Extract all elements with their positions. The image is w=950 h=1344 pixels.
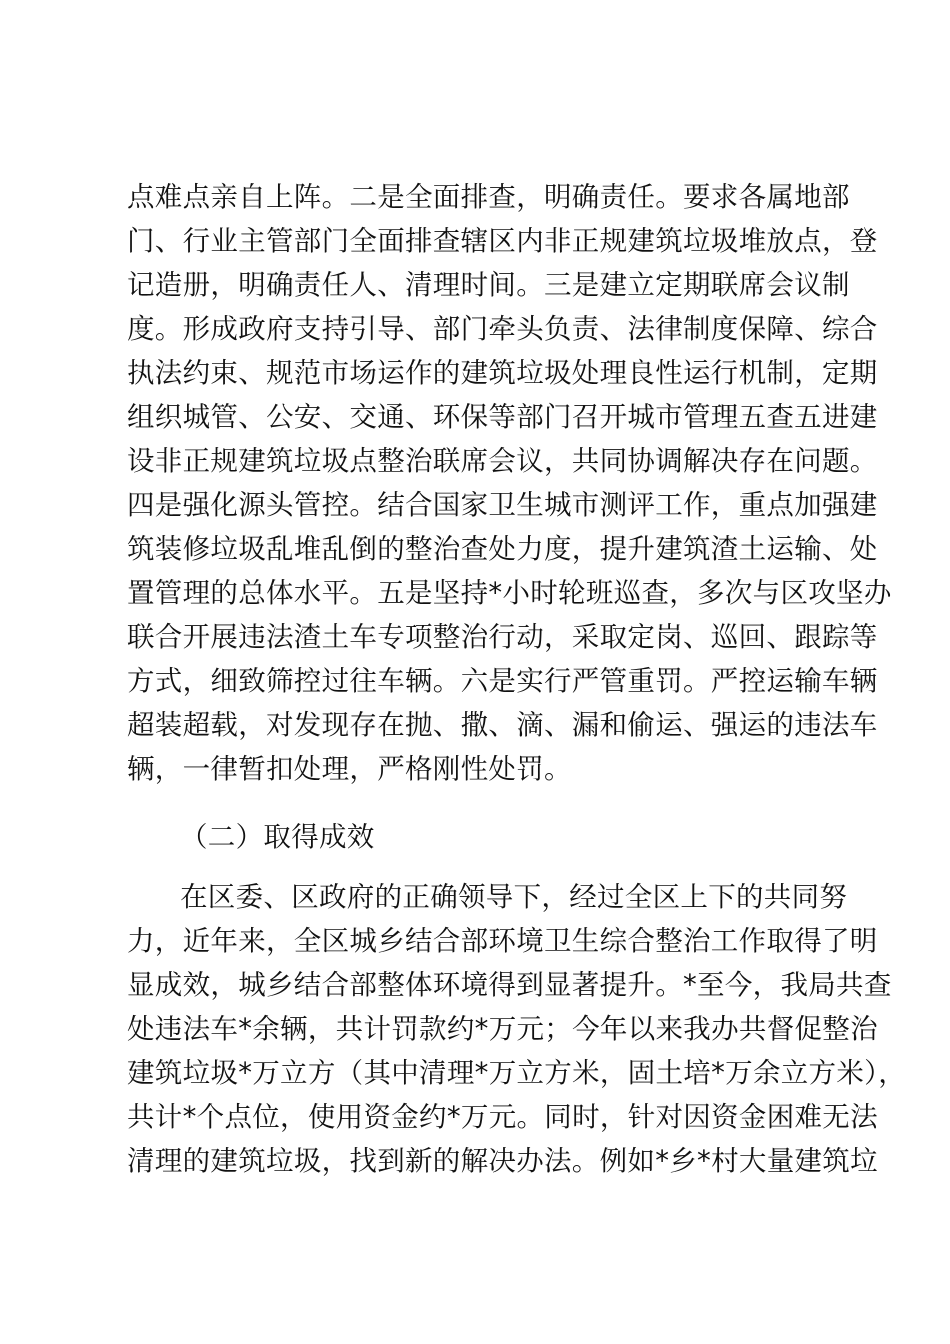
paragraph-1-line: 记造册，明确责任人、清理时间。三是建立定期联席会议制	[127, 269, 850, 301]
paragraph-1-line: 联合开展违法渣土车专项整治行动，采取定岗、巡回、跟踪等	[127, 621, 878, 653]
paragraph-2-line: 显成效，城乡结合部整体环境得到显著提升。*至今，我局共查	[127, 969, 892, 1001]
paragraph-1-line: 筑装修垃圾乱堆乱倒的整治查处力度，提升建筑渣土运输、处	[127, 533, 878, 565]
paragraph-1-line: 门、行业主管部门全面排查辖区内非正规建筑垃圾堆放点，登	[127, 225, 878, 257]
paragraph-1-line: 置管理的总体水平。五是坚持*小时轮班巡查，多次与区攻坚办	[127, 577, 892, 609]
paragraph-2-line: 建筑垃圾*万立方（其中清理*万立方米，固土培*万余立方米），	[127, 1057, 906, 1089]
paragraph-1-line: 度。形成政府支持引导、部门牵头负责、法律制度保障、综合	[127, 313, 878, 345]
paragraph-2-line: 共计*个点位，使用资金约*万元。同时，针对因资金困难无法	[127, 1101, 878, 1133]
paragraph-1-line: 四是强化源头管控。结合国家卫生城市测评工作，重点加强建	[127, 489, 878, 521]
paragraph-1-line: 辆，一律暂扣处理，严格刚性处罚。	[127, 753, 572, 785]
paragraph-2-line: 力，近年来，全区城乡结合部环境卫生综合整治工作取得了明	[127, 925, 878, 957]
paragraph-1-line: 方式，细致筛控过往车辆。六是实行严管重罚。严控运输车辆	[127, 665, 878, 697]
paragraph-2-line: 清理的建筑垃圾，找到新的解决办法。例如*乡*村大量建筑垃	[127, 1145, 878, 1177]
paragraph-2-line: 在区委、区政府的正确领导下，经过全区上下的共同努	[180, 881, 848, 913]
paragraph-1-line: 点难点亲自上阵。二是全面排查，明确责任。要求各属地部	[127, 181, 850, 213]
section-heading: （二）取得成效	[180, 821, 375, 853]
paragraph-1-line: 设非正规建筑垃圾点整治联席会议，共同协调解决存在问题。	[127, 445, 878, 477]
paragraph-1-line: 超装超载，对发现存在抛、撒、滴、漏和偷运、强运的违法车	[127, 709, 878, 741]
paragraph-2-line: 处违法车*余辆，共计罚款约*万元；今年以来我办共督促整治	[127, 1013, 878, 1045]
paragraph-1-line: 组织城管、公安、交通、环保等部门召开城市管理五查五进建	[127, 401, 878, 433]
paragraph-1-line: 执法约束、规范市场运作的建筑垃圾处理良性运行机制，定期	[127, 357, 878, 389]
